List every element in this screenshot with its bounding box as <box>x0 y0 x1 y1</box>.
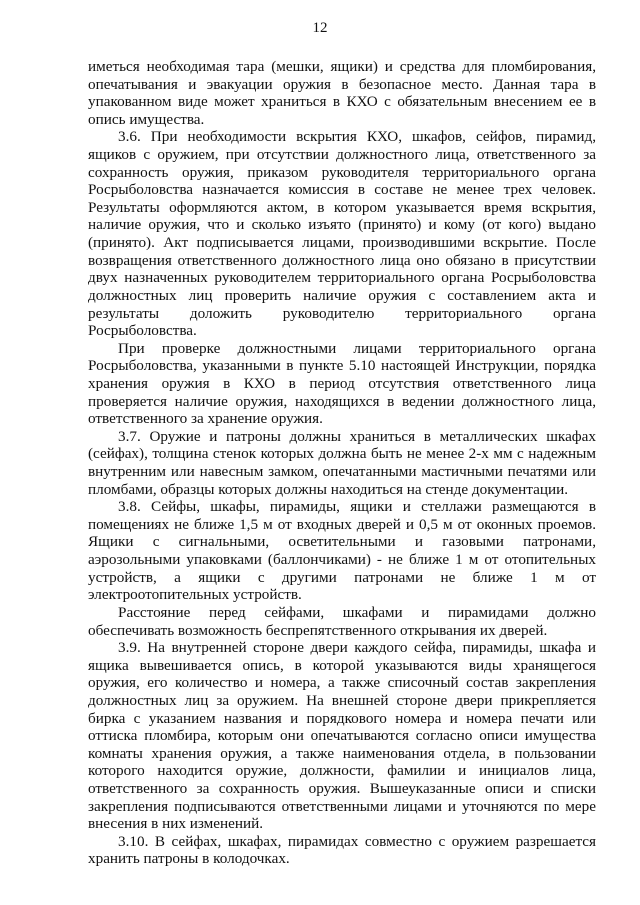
text-line: (сейфах), толщина стенок которых должна быть не менее 2-х мм с надежным <box>88 445 596 463</box>
text-line: помещениях не ближе 1,5 м от входных дверей и 0,5 м от оконных проемов. <box>88 515 596 533</box>
text-line: наличие оружия, что и сколько изъято (принято) и кому (от кого) выдано <box>88 216 596 234</box>
text-line: сохранность оружия, приказом руководителя территориального органа <box>88 163 596 181</box>
text-line: хранения оружия в КХО в период отсутствия ответственного лица <box>88 374 596 392</box>
text-line: аэрозольными упаковками (баллончиками) - не ближе 1 м от отопительных <box>88 551 596 569</box>
text-line: опечатывания и эвакуации оружия в безопасное место. Данная тара в <box>88 75 596 93</box>
text-line: обеспечивать возможность беспрепятственного открывания их дверей. <box>88 621 548 639</box>
text-line: ящика вывешивается опись, в которой указываются виды хранящегося <box>88 656 596 674</box>
text-line: Расстояние перед сейфами, шкафами и пирамидами должно <box>118 603 596 621</box>
text-line: электроотопительных устройств. <box>88 586 302 604</box>
text-line: упакованном виде может храниться в КХО с обязательным внесением ее в <box>88 93 596 111</box>
text-line: Росрыболовства, указанными в пункте 5.10 настоящей Инструкции, порядка <box>88 357 596 375</box>
text-line: 3.6. При необходимости вскрытия КХО, шкафов, сейфов, пирамид, <box>118 128 596 146</box>
text-line: ответственного за хранение оружия. <box>88 410 323 428</box>
text-line: проверяется наличие оружия, находящихся в ведении должностного лица, <box>88 392 596 410</box>
text-line: 3.8. Сейфы, шкафы, пирамиды, ящики и стеллажи размещаются в <box>118 498 596 516</box>
text-line: закрепления подписываются ответственными лицами и уточняются по мере <box>88 797 596 815</box>
paragraph-distance <box>88 604 596 639</box>
text-line: пломбами, образцы которых должны находиться на стенде документации. <box>88 480 569 498</box>
paragraph-3-8 <box>88 498 596 604</box>
paragraph-inspection <box>88 340 596 428</box>
text-line: Росрыболовства назначается комиссия в составе не менее трех человек. <box>88 181 596 199</box>
text-line: внутренним или навесным замком, опечатанными мастичными печатями или <box>88 463 596 481</box>
paragraph <box>88 58 596 128</box>
paragraph-3-6 <box>88 128 596 339</box>
text-line: 3.9. На внутренней стороне двери каждого сейфа, пирамиды, шкафа и <box>118 639 596 657</box>
text-line: бирка с указанием названия и порядкового номера и номера печати или <box>88 709 596 727</box>
page-number: 12 <box>312 20 328 36</box>
text-line: комнаты хранения оружия, а также наименования отдела, в пользовании <box>88 744 596 762</box>
text-line: должностных лиц проверить наличие оружия с составлением акта и <box>88 286 596 304</box>
text-line: ящиков с оружием, при отсутствии должностного лица, ответственного за <box>88 146 596 164</box>
paragraph-3-9 <box>88 639 596 833</box>
text-line: Результаты оформляются актом, в котором указывается время вскрытия, <box>88 198 596 216</box>
text-line: оружия, его количество и номера, а также списочный состав закрепления <box>88 674 596 692</box>
text-line: внесения в них изменений. <box>88 815 264 833</box>
text-line: результаты доложить руководителю территориального органа <box>88 304 596 322</box>
text-line: которого находится оружие, должности, фамилии и инициалов лица, <box>88 762 596 780</box>
paragraph-3-7 <box>88 428 596 498</box>
text-line: опись имущества. <box>88 110 205 128</box>
text-line: При проверке должностными лицами территориального органа <box>118 339 596 357</box>
text-line: хранить патроны в колодочках. <box>88 850 290 868</box>
text-line: 3.10. В сейфах, шкафах, пирамидах совместно с оружием разрешается <box>118 832 596 850</box>
text-line: ответственного за сохранность оружия. Вышеуказанные описи и списки <box>88 779 596 797</box>
text-line: (принято). Акт подписывается лицами, производившими вскрытие. После <box>88 234 596 252</box>
text-line: Росрыболовства. <box>88 322 197 340</box>
text-line: должностных лиц за оружием. На внешней стороне двери прикрепляется <box>88 691 596 709</box>
text-line: устройств, а ящики с другими патронами не ближе 1 м от <box>88 568 596 586</box>
text-line: возвращения ответственного должностного лица оно обязано в присутствии <box>88 251 596 269</box>
text-line: оттиска пломбира, которым они опечатываются согласно описи имущества <box>88 727 596 745</box>
paragraph-3-10 <box>88 833 596 868</box>
document-body <box>88 58 596 868</box>
text-line: Ящики с сигнальными, осветительными и газовыми патронами, <box>88 533 596 551</box>
text-line: иметься необходимая тара (мешки, ящики) и средства для пломбирования, <box>88 58 596 75</box>
text-line: двух назначенных руководителем территориального органа Росрыболовства <box>88 269 596 287</box>
text-line: 3.7. Оружие и патроны должны храниться в металлических шкафах <box>118 427 596 445</box>
